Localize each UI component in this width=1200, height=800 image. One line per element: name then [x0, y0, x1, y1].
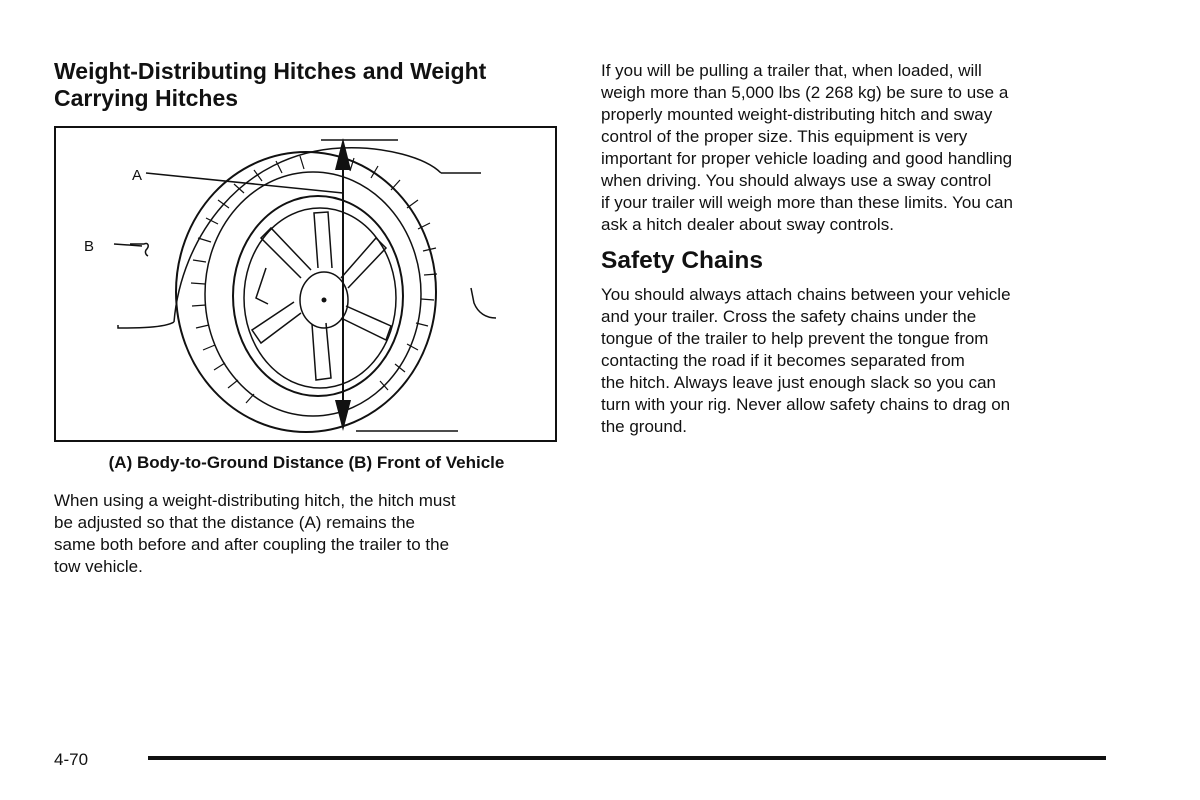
wheel-illustration: [56, 128, 557, 442]
hitches-heading: Weight-Distributing Hitches and Weight Carrying Hitches: [54, 58, 487, 111]
footer-rule: [148, 756, 1106, 760]
wheel-figure: [54, 126, 557, 442]
right-column: [601, 60, 1106, 438]
left-column: [54, 58, 559, 578]
page-number: 4-70: [54, 750, 89, 769]
hitch-adjust-paragraph: When using a weight-distributing hitch, the hitch must be adjusted so that the distance (A) remains the same both before and after coupling the trailer to the tow vehicle.: [54, 491, 456, 576]
figure-caption: (A) Body-to-Ground Distance (B) Front of Vehicle: [108, 453, 505, 472]
safety-chains-paragraph: You should always attach chains between your vehicle and your trailer. Cross the safety chains under the tongue of the trailer to help prevent the tongue from contacting the road if it becomes separated from the hitch. Always leave just enough slack so you can turn with your rig. Never allow safety chains to drag on the ground.: [601, 285, 1011, 436]
wheel-spokes: [252, 212, 391, 380]
safety-chains-heading: Safety Chains: [601, 247, 764, 274]
label-a: A: [132, 167, 143, 184]
sway-control-paragraph: If you will be pulling a trailer that, when loaded, will weigh more than 5,000 lbs (2 268 kg) be sure to use a properly mounted weight-distributing hitch and sway control of the proper size. This equipment is very important for proper vehicle loading and good handling when driving. You should always use a sway control if your trailer will weigh more than these limits. You can ask a hitch dealer about sway controls.: [601, 61, 1013, 234]
label-b: B: [84, 238, 95, 255]
